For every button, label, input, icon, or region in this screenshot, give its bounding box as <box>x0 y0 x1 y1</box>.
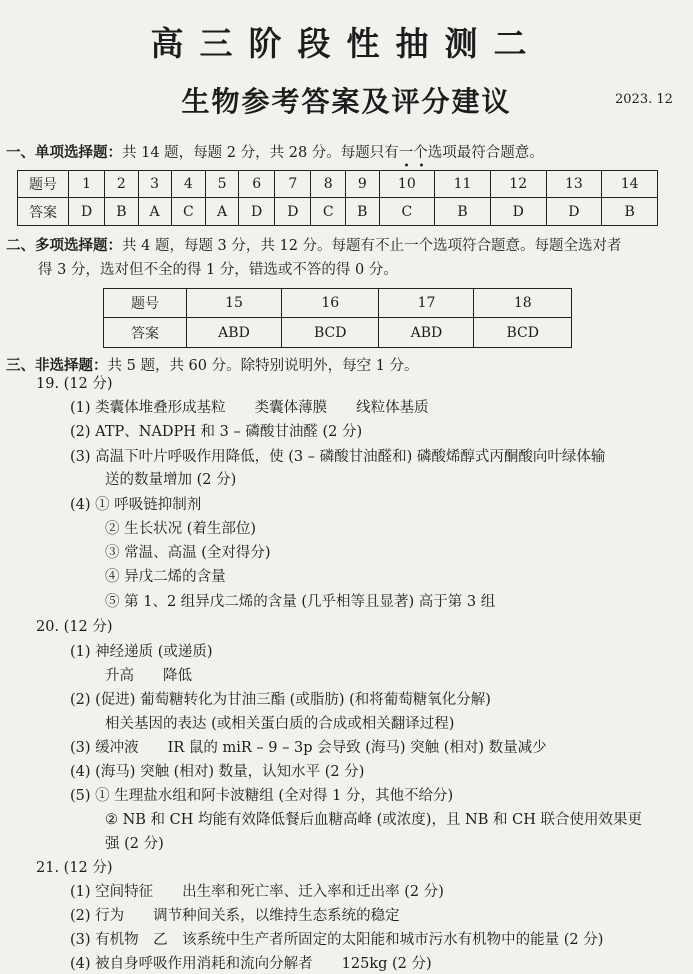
q-number-cell: 12 <box>490 171 546 198</box>
answer-line: 19. (12 分) <box>36 376 113 392</box>
answer-line: ② NB 和 CH 均能有效降低餐后血糖高峰 (或浓度)，且 NB 和 CH 联合使用效果更 <box>105 812 642 828</box>
q-answer-cell: B <box>435 198 491 226</box>
answer-line: ③ 常温、高温 (全对得分) <box>105 545 271 561</box>
q-number-cell: 4 <box>171 171 206 198</box>
section1-desc-after: 选项最符合题意。 <box>427 145 544 161</box>
answer-line: ⑤ 第 1、2 组异戊二烯的含量 (几乎相等且显著) 高于第 3 组 <box>105 594 496 610</box>
q-number-cell: 14 <box>602 171 658 198</box>
q-answer-cell: C <box>379 198 435 226</box>
date-label: 2023. 12 <box>615 92 673 107</box>
q-answer-cell: C <box>171 198 206 226</box>
answer-line: 相关基因的表达 (或相关蛋白质的合成或相关翻译过程) <box>105 716 455 732</box>
q-answer-cell: ABD <box>187 318 282 348</box>
answer-line: (1) 神经递质 (或递质) <box>70 644 213 660</box>
q-number-cell: 16 <box>281 289 379 318</box>
page-title: 高三阶段性抽测二 <box>150 24 543 63</box>
answer-line: (3) 高温下叶片呼吸作用降低，使 (3 – 磷酸甘油醛和) 磷酸烯醇式丙酮酸向叶绿体输 <box>70 449 606 465</box>
q-number-cell: 8 <box>311 171 346 198</box>
multi-choice-table <box>103 288 572 348</box>
q-answer-cell: B <box>105 198 138 226</box>
q-answer-cell: A <box>206 198 239 226</box>
section2-title <box>6 236 622 256</box>
section1-heading: 一、单项选择题： <box>6 144 122 161</box>
answer-line: 21. (12 分) <box>36 860 113 876</box>
table-row-answers <box>18 198 658 226</box>
single-choice-table <box>17 170 658 226</box>
answer-line: (2) (促进) 葡萄糖转化为甘油三酯 (或脂肪) (和将葡萄糖氧化分解) <box>70 692 491 708</box>
table-row-numbers <box>104 289 572 318</box>
answer-line: (2) 行为 调节种间关系，以维持生态系统的稳定 <box>70 908 400 924</box>
q-number-cell: 10 <box>379 171 435 198</box>
q-answer-cell: C <box>311 198 346 226</box>
answer-line: (2) ATP、NADPH 和 3 – 磷酸甘油醛 (2 分) <box>70 424 363 440</box>
answer-line: ④ 异戊二烯的含量 <box>105 569 226 585</box>
q-answer-cell: B <box>602 198 658 226</box>
section3-heading: 三、非选择题： <box>6 357 108 374</box>
answer-line: ② 生长状况 (着生部位) <box>105 521 257 537</box>
q-number-cell: 13 <box>546 171 602 198</box>
q-number-cell: 9 <box>346 171 379 198</box>
q-number-cell: 11 <box>435 171 491 198</box>
q-answer-cell: A <box>138 198 171 226</box>
q-number-cell: 7 <box>275 171 311 198</box>
section3-title <box>6 356 419 376</box>
q-number-cell: 3 <box>138 171 171 198</box>
q-answer-cell: D <box>546 198 602 226</box>
answer-line: 强 (2 分) <box>105 836 164 852</box>
table-row-numbers <box>18 171 658 198</box>
q-answer-cell: BCD <box>474 318 572 348</box>
q-number-cell: 15 <box>187 289 282 318</box>
section1-desc-before: 共 14 题，每题 2 分，共 28 分。每题只有 <box>122 145 399 161</box>
answer-line: 20. (12 分) <box>36 619 113 635</box>
q-number-cell: 6 <box>239 171 275 198</box>
answer-line: (1) 类囊体堆叠形成基粒 类囊体薄膜 线粒体基质 <box>70 400 429 416</box>
answer-line: 升高 降低 <box>105 668 192 684</box>
q-number-cell: 1 <box>69 171 105 198</box>
q-number-cell: 18 <box>474 289 572 318</box>
answer-line: (1) 空间特征 出生率和死亡率、迁入率和迁出率 (2 分) <box>70 884 444 900</box>
row-label-answer: 答案 <box>18 198 69 226</box>
page-subtitle: 生物参考答案及评分建议 <box>181 85 512 118</box>
answer-line: (3) 有机物 乙 该系统中生产者所固定的太阳能和城市污水有机物中的能量 (2 分) <box>70 932 604 948</box>
q-answer-cell: BCD <box>281 318 379 348</box>
q-answer-cell: D <box>69 198 105 226</box>
q-answer-cell: D <box>275 198 311 226</box>
row-label-answer: 答案 <box>104 318 187 348</box>
section3-desc: 共 5 题，共 60 分。除特别说明外，每空 1 分。 <box>107 358 419 374</box>
q-answer-cell: B <box>346 198 379 226</box>
row-label-number: 题号 <box>104 289 187 318</box>
answer-line: (5) ① 生理盐水组和阿卡波糖组 (全对得 1 分，其他不给分) <box>70 788 454 804</box>
section1-desc-emph: 一个 <box>399 145 428 167</box>
q-answer-cell: D <box>239 198 275 226</box>
answer-line: (4) ① 呼吸链抑制剂 <box>70 497 202 513</box>
section2-heading: 二、多项选择题： <box>6 237 122 254</box>
section2-desc-line2: 得 3 分，选对但不全的得 1 分，错选或不答的得 0 分。 <box>38 262 398 278</box>
row-label-number: 题号 <box>18 171 69 198</box>
section2-desc-line1: 共 4 题，每题 3 分，共 12 分。每题有不止一个选项符合题意。每题全选对者 <box>122 238 622 254</box>
q-number-cell: 2 <box>105 171 138 198</box>
answer-line: (4) (海马) 突触 (相对) 数量，认知水平 (2 分) <box>70 764 365 780</box>
q-answer-cell: ABD <box>379 318 474 348</box>
q-number-cell: 17 <box>379 289 474 318</box>
q-answer-cell: D <box>490 198 546 226</box>
section1-title <box>6 143 544 163</box>
table-row-answers <box>104 318 572 348</box>
q-number-cell: 5 <box>206 171 239 198</box>
answer-line: 送的数量增加 (2 分) <box>105 472 237 488</box>
answer-line: (4) 被自身呼吸作用消耗和流向分解者 125kg (2 分) <box>70 956 432 972</box>
answer-line: (3) 缓冲液 IR 鼠的 miR – 9 – 3p 会导致 (海马) 突触 (相对) 数量减少 <box>70 740 547 756</box>
